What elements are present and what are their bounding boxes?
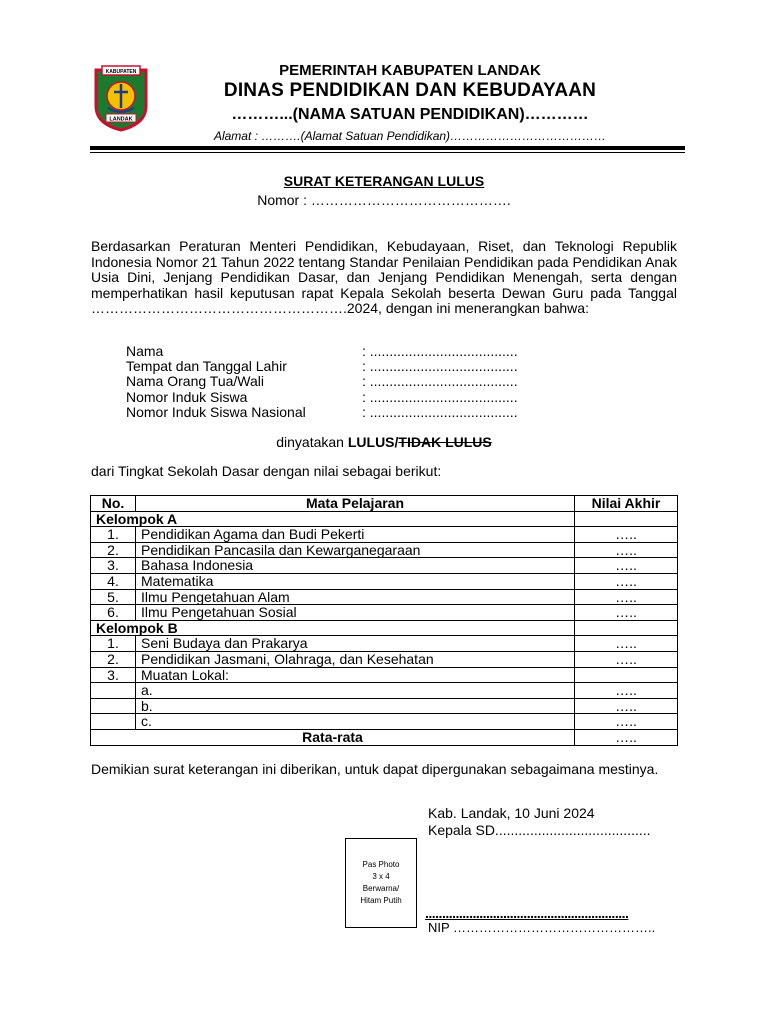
field-value: : ......................................: [362, 358, 518, 375]
row-no: 3.: [91, 558, 136, 574]
average-value: …..: [575, 729, 678, 745]
row-score: …..: [575, 605, 678, 621]
document-title: SURAT KETERANGAN LULUS: [283, 173, 485, 189]
row-no: 4.: [91, 573, 136, 589]
table-row: [91, 527, 678, 543]
row-score: …..: [575, 573, 678, 589]
average-label: Rata-rata: [91, 729, 575, 745]
header-final-score: Nilai Akhir: [575, 496, 678, 512]
photo-line: Pas Photo: [362, 860, 400, 869]
row-subject: Pendidikan Jasmani, Olahraga, dan Kesehatan: [136, 651, 575, 667]
row-subject: Pendidikan Pancasila dan Kewarganegaraan: [136, 542, 575, 558]
row-score: …..: [575, 589, 678, 605]
logo-bottom-text: LANDAK: [109, 116, 133, 123]
signatory-name-line: ............................................................: [425, 905, 629, 921]
closing-paragraph: Demikian surat keterangan ini diberikan, untuk dapat dipergunakan sebagaimana mestinya.: [91, 761, 659, 777]
table-row: [91, 573, 678, 589]
government-name: PEMERINTAH KABUPATEN LANDAK: [279, 62, 541, 79]
row-no: [91, 698, 136, 714]
row-score: …..: [575, 651, 678, 667]
row-no: 5.: [91, 589, 136, 605]
field-value: : ......................................: [362, 373, 518, 390]
row-no: 2.: [91, 651, 136, 667]
row-score: …..: [575, 636, 678, 652]
field-label: Tempat dan Tanggal Lahir: [126, 358, 287, 375]
student-fields: [126, 344, 518, 420]
group-b-label: Kelompok B: [91, 620, 575, 636]
row-score: …..: [575, 683, 678, 699]
row-score: …..: [575, 542, 678, 558]
row-subject: Bahasa Indonesia: [136, 558, 575, 574]
letterhead-rule-thin: [90, 152, 685, 153]
statement-prefix: dinyatakan: [276, 434, 348, 450]
row-score: …..: [575, 527, 678, 543]
row-subject: Seni Budaya dan Prakarya: [136, 636, 575, 652]
row-subject: a.: [136, 683, 575, 699]
row-score: …..: [575, 558, 678, 574]
row-subject: Muatan Lokal:: [136, 667, 575, 683]
table-row: [91, 698, 678, 714]
table-row: [91, 605, 678, 621]
field-row-nisn: [126, 405, 518, 420]
status-lulus: LULUS/: [347, 434, 399, 450]
row-no: [91, 714, 136, 730]
group-a-empty: [575, 511, 678, 527]
row-subject: Ilmu Pengetahuan Sosial: [136, 605, 575, 621]
field-value: : ......................................: [362, 388, 518, 405]
place-date: Kab. Landak, 10 Juni 2024: [428, 805, 595, 821]
field-row-name: [126, 344, 518, 359]
school-name-placeholder: ………...(NAMA SATUAN PENDIDIKAN)…………: [231, 106, 589, 123]
group-a-label: Kelompok A: [91, 511, 575, 527]
group-b-empty: [575, 620, 678, 636]
body-paragraph: Berdasarkan Peraturan Menteri Pendidikan, Kebudayaan, Riset, dan Teknologi Republik Indonesia Nomor 21 Tahun 2022 tentang Standar Penilaian Pendidikan pada Pendidikan Anak Usia Dini, Jenjang Pendidikan Dasar, dan Jenjang Pendidikan Menengah, serta dengan memperhatikan hasil keputusan rapat Kepala Sekolah beserta Dewan Guru pada Tanggal ……………………………………………….2024, dengan ini menerangkan bahwa:: [91, 238, 677, 317]
grades-table: [90, 495, 678, 746]
table-row: [91, 651, 678, 667]
row-subject: Matematika: [136, 573, 575, 589]
average-row: [91, 729, 678, 745]
table-row: [91, 636, 678, 652]
photo-placeholder-box: [345, 838, 417, 928]
field-row-birth: [126, 359, 518, 374]
signatory-position: Kepala SD........................................: [428, 822, 651, 838]
table-row: [91, 542, 678, 558]
row-no: 6.: [91, 605, 136, 621]
row-score: …..: [575, 698, 678, 714]
photo-line: Berwarna/: [362, 884, 400, 893]
graduation-statement: [0, 434, 768, 450]
group-row: [91, 620, 678, 636]
field-label: Nama: [126, 343, 164, 359]
agency-name: DINAS PENDIDIKAN DAN KEBUDAYAAN: [223, 80, 597, 101]
row-subject: Pendidikan Agama dan Budi Pekerti: [136, 527, 575, 543]
letterhead-rule-thick: [90, 146, 685, 150]
row-no: 3.: [91, 667, 136, 683]
row-subject: Ilmu Pengetahuan Alam: [136, 589, 575, 605]
school-address: Alamat : ……….(Alamat Satuan Pendidikan)…………………………………: [213, 129, 607, 143]
grades-intro: dari Tingkat Sekolah Dasar dengan nilai sebagai berikut:: [91, 463, 442, 479]
table-row: [91, 589, 678, 605]
status-tidak-lulus: TIDAK LULUS: [398, 434, 492, 450]
field-row-parent: [126, 374, 518, 389]
photo-line: 3 x 4: [372, 872, 390, 881]
photo-line: Hitam Putih: [360, 896, 402, 905]
row-subject: c.: [136, 714, 575, 730]
row-score: …..: [575, 714, 678, 730]
row-no: 1.: [91, 527, 136, 543]
table-row: [91, 683, 678, 699]
field-row-nis: [126, 390, 518, 405]
document-number: Nomor : …………………………………….: [257, 192, 511, 208]
field-label: Nama Orang Tua/Wali: [126, 373, 264, 390]
row-no: 1.: [91, 636, 136, 652]
regency-logo: [90, 62, 152, 132]
logo-top-text: KABUPATEN: [105, 69, 137, 75]
header-no: No.: [91, 496, 136, 512]
row-score: [575, 667, 678, 683]
signatory-nip: NIP ………………………………………..: [428, 920, 656, 935]
table-row: [91, 558, 678, 574]
table-header-row: [91, 496, 678, 512]
field-label: Nomor Induk Siswa: [126, 388, 248, 405]
field-value: : ......................................: [362, 343, 518, 359]
field-label: Nomor Induk Siswa Nasional: [126, 403, 306, 420]
row-no: 2.: [91, 542, 136, 558]
group-row: [91, 511, 678, 527]
table-row: [91, 667, 678, 683]
header-subject: Mata Pelajaran: [136, 496, 575, 512]
table-row: [91, 714, 678, 730]
row-no: [91, 683, 136, 699]
row-subject: b.: [136, 698, 575, 714]
field-value: : ......................................: [362, 403, 518, 420]
